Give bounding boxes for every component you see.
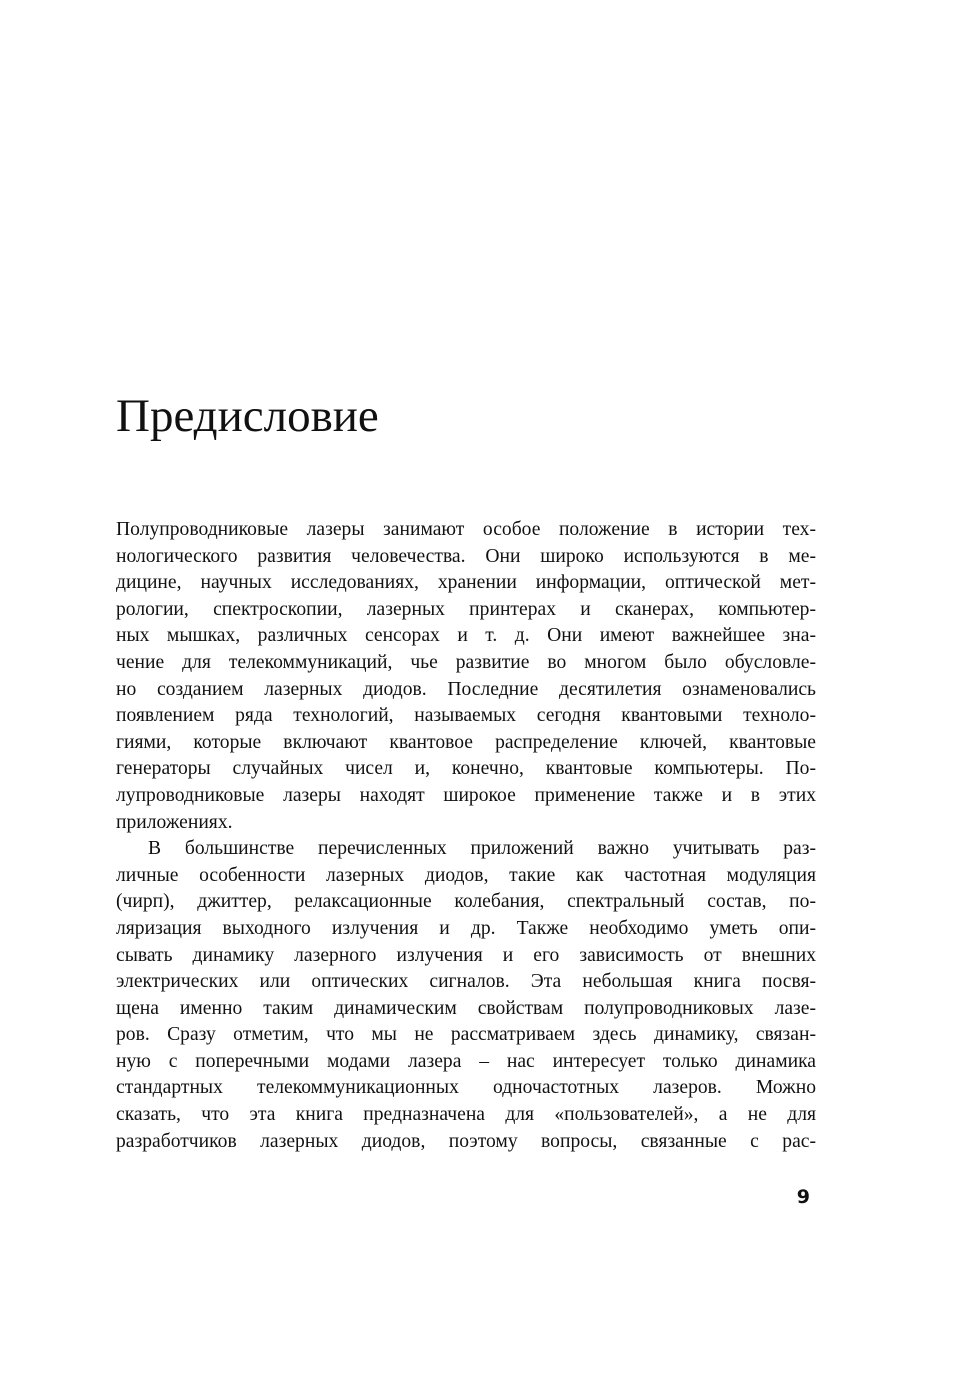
text-line: нологического развития человечества. Они широко используются в ме- bbox=[116, 545, 816, 567]
text-line: гиями, которые включают квантовое распределение ключей, квантовые bbox=[116, 731, 816, 753]
text-line: ров. Сразу отметим, что мы не рассматриваем здесь динамику, связан- bbox=[116, 1024, 816, 1046]
text-line: электрических или оптических сигналов. Эта небольшая книга посвя- bbox=[116, 971, 816, 993]
text-line: ную с поперечными модами лазера – нас интересует только динамика bbox=[116, 1050, 816, 1072]
text-line: сывать динамику лазерного излучения и его зависимость от внешних bbox=[116, 944, 816, 966]
text-line: дицине, научных исследованиях, хранении информации, оптической мет- bbox=[116, 572, 816, 594]
text-line: появлением ряда технологий, называемых сегодня квантовыми техноло- bbox=[116, 705, 816, 727]
text-line: щена именно таким динамическим свойствам полупроводниковых лазе- bbox=[116, 997, 816, 1019]
paragraph-2 bbox=[116, 836, 816, 1155]
text-line: приложениях. bbox=[116, 811, 233, 833]
text-line: стандартных телекоммуникационных одночастотных лазеров. Можно bbox=[116, 1077, 816, 1099]
text-line: сказать, что эта книга предназначена для «пользователей», а не для bbox=[116, 1104, 816, 1126]
text-line: но созданием лазерных диодов. Последние десятилетия ознаменовались bbox=[116, 678, 816, 700]
text-line: рологии, спектроскопии, лазерных принтерах и сканерах, компьютер- bbox=[116, 598, 816, 620]
text-line: ляризация выходного излучения и др. Также необходимо уметь опи- bbox=[116, 917, 816, 939]
text-line: (чирп), джиттер, релаксационные колебания, спектральный состав, по- bbox=[116, 891, 816, 913]
body-text bbox=[116, 517, 816, 1155]
text-line: генераторы случайных чисел и, конечно, квантовые компьютеры. По- bbox=[116, 758, 816, 780]
text-line: лупроводниковые лазеры находят широкое применение также и в этих bbox=[116, 784, 816, 806]
text-line: разработчиков лазерных диодов, поэтому вопросы, связанные с рас- bbox=[116, 1130, 816, 1152]
text-line: В большинстве перечисленных приложений важно учитывать раз- bbox=[148, 838, 816, 860]
page-number: 9 bbox=[796, 1186, 810, 1208]
text-line: Полупроводниковые лазеры занимают особое положение в истории тех- bbox=[116, 519, 816, 540]
text-line: личные особенности лазерных диодов, такие как частотная модуляция bbox=[116, 864, 816, 886]
paragraph-1 bbox=[116, 517, 816, 836]
text-line: чение для телекоммуникаций, чье развитие во многом было обусловле- bbox=[116, 651, 816, 673]
text-line: ных мышках, различных сенсорах и т. д. Они имеют важнейшее зна- bbox=[116, 625, 816, 647]
chapter-title: Предисловие bbox=[116, 390, 379, 442]
